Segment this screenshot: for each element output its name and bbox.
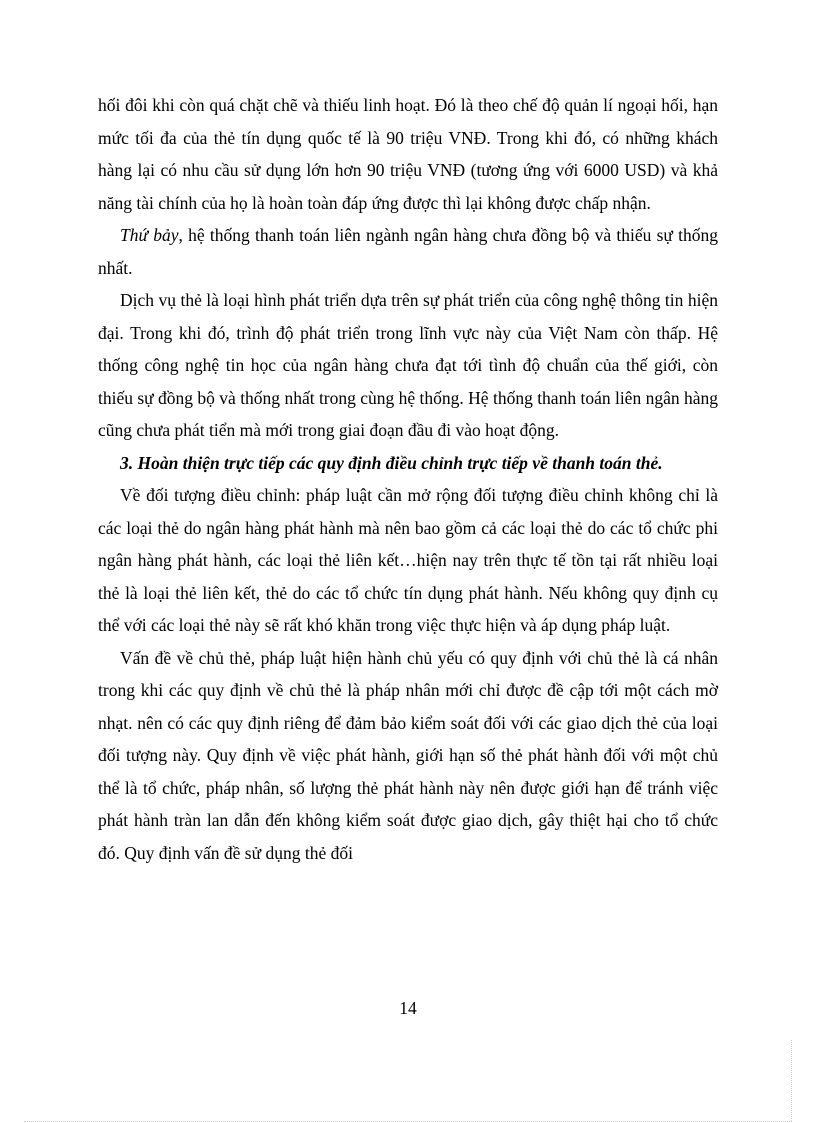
right-divider (791, 1040, 792, 1121)
bottom-divider (24, 1121, 792, 1122)
seventh-point-lead: Thứ bảy (120, 225, 179, 245)
paragraph-continuation: hối đôi khi còn quá chặt chẽ và thiếu linh hoạt. Đó là theo chế độ quản lí ngoại hối, hạn mức tối đa của thẻ tín dụng quốc tế là 90 triệu VNĐ. Trong khi đó, có những khách hàng lại có nhu cầu sử dụng lớn hơn 90 triệu VNĐ (tương ứng với 6000 USD) và khả năng tài chính của họ là hoàn toàn đáp ứng được thì lại không được chấp nhận. (98, 95, 718, 213)
paragraph-regulated-subjects: Về đối tượng điều chỉnh: pháp luật cần mở rộng đối tượng điều chỉnh không chỉ là các loại thẻ do ngân hàng phát hành mà nên bao gồm cả các loại thẻ do các tổ chức phi ngân hàng phát hành, các loại thẻ liên kết…hiện nay trên thực tế tồn tại rất nhiều loại thẻ là loại thẻ liên kết, thẻ do các tổ chức tín dụng phát hành. Nếu không quy định cụ thể với các loại thẻ này sẽ rất khó khăn trong việc thực hiện và áp dụng pháp luật. (98, 485, 718, 635)
seventh-point-text: , hệ thống thanh toán liên ngành ngân hàng chưa đồng bộ và thiếu sự thống nhất. (98, 225, 718, 278)
paragraph-seventh-point (98, 219, 718, 284)
paragraph-cardholders: Vấn đề về chủ thẻ, pháp luật hiện hành chủ yếu có quy định với chủ thẻ là cá nhân trong khi các quy định về chủ thẻ là pháp nhân mới chỉ được đề cập tới một cách mờ nhạt. nên có các quy định riêng để đảm bảo kiểm soát đối với các giao dịch thẻ của loại đối tượng này. Quy định về việc phát hành, giới hạn số thẻ phát hành đối với một chủ thể là tổ chức, pháp nhân, số lượng thẻ phát hành này nên được giới hạn để tránh việc phát hành tràn lan dẫn đến không kiểm soát được giao dịch, gây thiệt hại cho tổ chức đó. Quy định vấn đề sử dụng thẻ đối (98, 647, 718, 863)
page-number: 14 (399, 998, 417, 1018)
body-text (98, 89, 718, 869)
paragraph-card-services: Dịch vụ thẻ là loại hình phát triển dựa trên sự phát triển của công nghệ thông tin hiện đại. Trong khi đó, trình độ phát triển trong lĩnh vực này của Việt Nam còn thấp. Hệ thống công nghệ tin học của ngân hàng chưa đạt tới tình độ chuẩn của thế giới, còn thiếu sự đồng bộ và thống nhất trong cùng hệ thống. Hệ thống thanh toán liên ngân hàng cũng chưa phát tiển mà mới trong giai đoạn đầu đi vào hoạt động. (98, 290, 718, 440)
section-heading: 3. Hoàn thiện trực tiếp các quy định điều chỉnh trực tiếp về thanh toán thẻ. (120, 452, 663, 473)
